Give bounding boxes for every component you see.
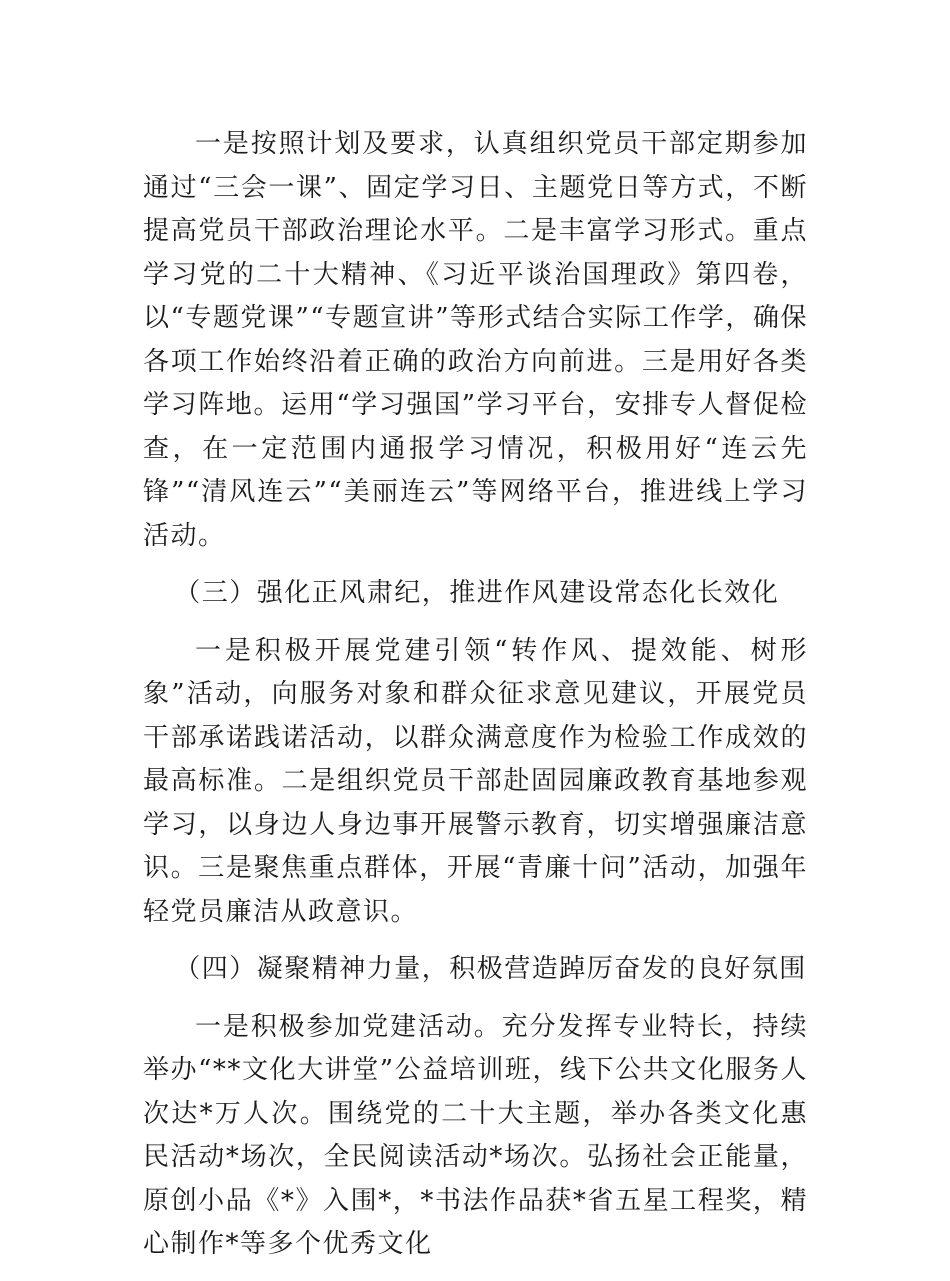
section-heading-3: （三）强化正风肃纪，推进作风建设常态化长效化 <box>174 578 780 608</box>
paragraph-spiritual-strength: 一是积极参加党建活动。充分发挥专业特长，持续举办“**文化大讲堂”公益培训班，线下公共文化服务人次达*万人次。围绕党的二十大主题，举办各类文化惠民活动*场次，全民阅读活动*场次。弘扬社会正能量，原创小品《*》入围*，*书法作品获*省五星工程奖，精心制作*等多个优秀文化 <box>143 1011 808 1259</box>
document-body <box>143 123 808 1281</box>
section-heading-4: （四）凝聚精神力量，积极营造踔厉奋发的良好氛围 <box>174 954 807 984</box>
paragraph-study-measures: 一是按照计划及要求，认真组织党员干部定期参加通过“三会一课”、固定学习日、主题党日等方式，不断提高党员干部政治理论水平。二是丰富学习形式。重点学习党的二十大精神、《习近平谈治国理政》第四卷，以“专题党课”“专题宣讲”等形式结合实际工作学，确保各项工作始终沿着正确的政治方向前进。三是用好各类学习阵地。运用“学习强国”学习平台，安排专人督促检查，在一定范围内通报学习情况，积极用好“连云先锋”“清风连云”“美丽连云”等网络平台，推进线上学习活动。 <box>143 129 808 551</box>
paragraph-work-style: 一是积极开展党建引领“转作风、提效能、树形象”活动，向服务对象和群众征求意见建议，开展党员干部承诺践诺活动，以群众满意度作为检验工作成效的最高标准。二是组织党员干部赴固园廉政教育基地参观学习，以身边人身边事开展警示教育，切实增强廉洁意识。三是聚焦重点群体，开展“青廉十问”活动，加强年轻党员廉洁从政意识。 <box>143 635 808 927</box>
